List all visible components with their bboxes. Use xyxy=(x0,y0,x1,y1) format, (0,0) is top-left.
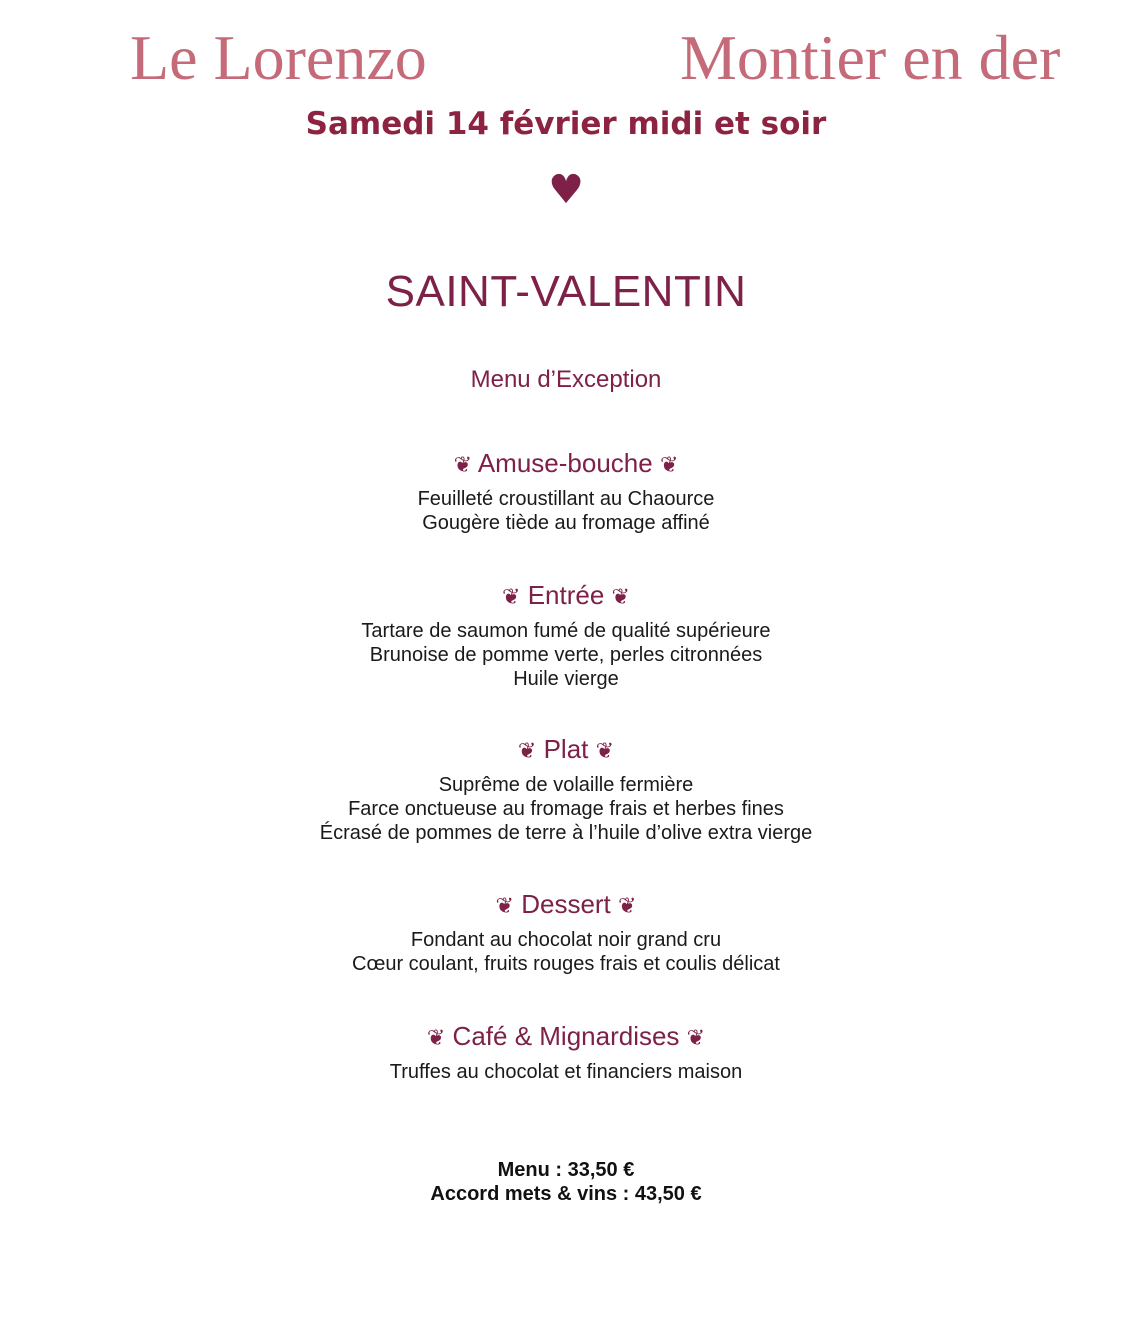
dish-item: Farce onctueuse au fromage frais et herbes fines xyxy=(348,798,784,820)
course-heading xyxy=(0,579,1132,614)
dish-item: Feuilleté croustillant au Chaource xyxy=(417,488,715,510)
course-heading xyxy=(0,447,1132,482)
dish-item: Cœur coulant, fruits rouges frais et coulis délicat xyxy=(352,953,780,975)
dish-list xyxy=(0,487,1132,535)
menu-price: Menu : 33,50 € xyxy=(497,1159,635,1181)
event-date: Samedi 14 février midi et soir xyxy=(305,106,827,142)
menu-title: SAINT-VALENTIN xyxy=(385,267,747,316)
course-plat xyxy=(0,733,1132,845)
course-title: Entrée xyxy=(527,580,605,610)
dish-item: Suprême de volaille fermière xyxy=(438,774,694,796)
menu-subtitle: Menu d’Exception xyxy=(470,366,662,393)
course-heading xyxy=(0,1020,1132,1055)
dish-item: Truffes au chocolat et financiers maison xyxy=(389,1061,743,1083)
dish-item: Tartare de saumon fumé de qualité supérieure xyxy=(361,620,771,642)
floral-heart-icon: ❦ xyxy=(595,739,615,764)
wine-pairing-price: Accord mets & vins : 43,50 € xyxy=(430,1183,702,1205)
town-name: Montier en der xyxy=(680,22,1061,93)
floral-heart-icon: ❦ xyxy=(502,585,521,610)
course-dessert xyxy=(0,888,1132,976)
course-cafe-mignardises xyxy=(0,1020,1132,1084)
restaurant-name: Le Lorenzo xyxy=(130,22,427,93)
floral-heart-icon: ❦ xyxy=(453,453,473,478)
course-heading xyxy=(0,888,1132,923)
floral-heart-icon: ❦ xyxy=(517,739,537,764)
dish-list xyxy=(0,1060,1132,1084)
floral-heart-icon: ❦ xyxy=(611,585,630,610)
course-heading xyxy=(0,733,1132,768)
price-block xyxy=(0,1158,1132,1206)
course-title: Café & Mignardises xyxy=(452,1021,680,1051)
dish-list xyxy=(0,619,1132,691)
floral-heart-icon: ❦ xyxy=(659,453,679,478)
course-title: Amuse-bouche xyxy=(477,448,653,478)
floral-heart-icon: ❦ xyxy=(495,894,514,919)
floral-heart-icon: ❦ xyxy=(426,1026,446,1051)
dish-list xyxy=(0,928,1132,976)
dish-item: Écrasé de pommes de terre à l’huile d’olive extra vierge xyxy=(319,822,813,844)
dish-item: Gougère tiède au fromage affiné xyxy=(422,512,710,534)
heart-icon: ♥ xyxy=(548,167,584,213)
course-title: Plat xyxy=(543,734,589,764)
dish-list xyxy=(0,773,1132,845)
course-amuse-bouche xyxy=(0,447,1132,535)
course-entree xyxy=(0,579,1132,691)
dish-item: Fondant au chocolat noir grand cru xyxy=(410,929,722,951)
dish-item: Huile vierge xyxy=(513,668,619,690)
floral-heart-icon: ❦ xyxy=(686,1026,706,1051)
course-title: Dessert xyxy=(521,889,611,919)
floral-heart-icon: ❦ xyxy=(618,894,637,919)
dish-item: Brunoise de pomme verte, perles citronnées xyxy=(369,644,763,666)
